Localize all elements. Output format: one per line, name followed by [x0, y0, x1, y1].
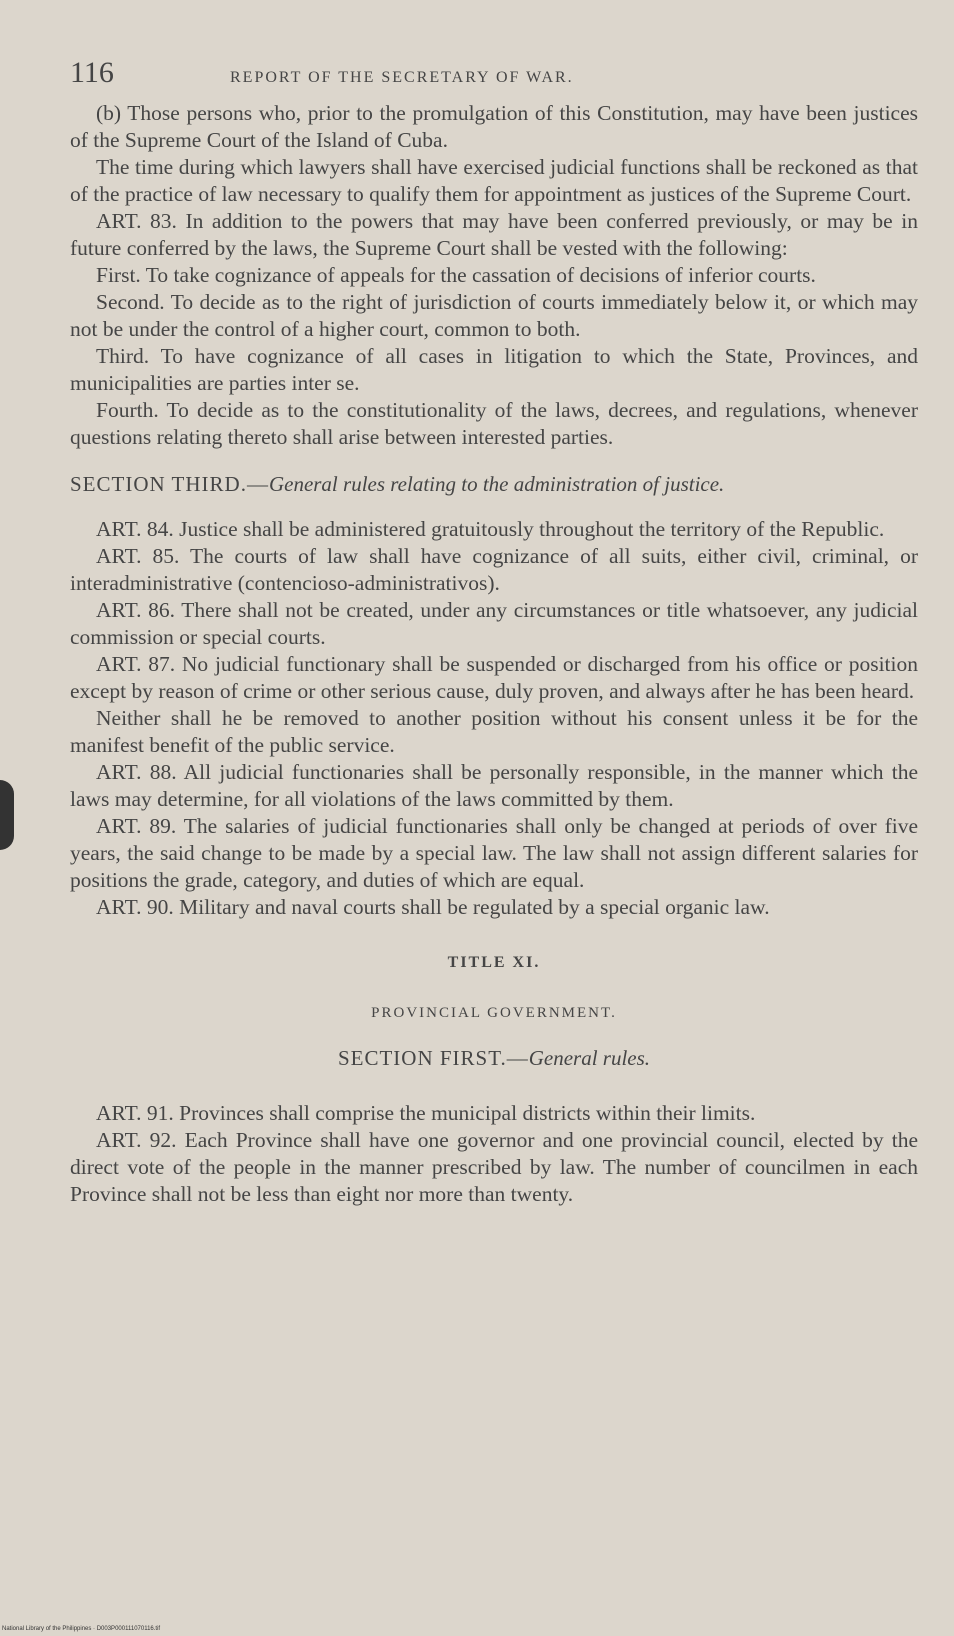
- provincial-government-heading: PROVINCIAL GOVERNMENT.: [371, 1005, 617, 1021]
- middle-paragraphs: [70, 516, 918, 921]
- paragraph: ART. 87. No judicial functionary shall be suspended or discharged from his office or position except by reason of crime or other serious cause, duly proven, and always after he has been heard.: [70, 652, 918, 703]
- paragraph: ART. 85. The courts of law shall have cognizance of all suits, either civil, criminal, or interadministrative (contencioso-administrativos).: [70, 544, 918, 595]
- running-head: REPORT OF THE SECRETARY OF WAR.: [230, 69, 574, 86]
- page-header: [70, 56, 918, 90]
- section-first-label: SECTION FIRST.—: [337, 1046, 529, 1070]
- paragraph: (b) Those persons who, prior to the promulgation of this Constitution, may have been justices of the Supreme Court of the Island of Cuba.: [70, 101, 918, 152]
- paragraph: ART. 89. The salaries of judicial functionaries shall only be changed at periods of over five years, the said change to be made by a special law. The law shall not assign different salaries for positions the grade, category, and duties of which are equal.: [70, 814, 918, 892]
- section-third-heading: [70, 471, 918, 498]
- archive-footer: National Library of the Philippines · D003P000111070116.tif: [2, 1626, 161, 1632]
- paragraph: ART. 84. Justice shall be administered gratuitously throughout the territory of the Republic.: [96, 517, 885, 541]
- top-paragraphs: [70, 100, 918, 451]
- paragraph: ART. 91. Provinces shall comprise the municipal districts within their limits.: [96, 1101, 756, 1125]
- paragraph: Neither shall he be removed to another position without his consent unless it be for the manifest benefit of the public service.: [70, 706, 918, 757]
- section-third-label: SECTION THIRD.—: [70, 472, 269, 496]
- paragraph: ART. 90. Military and naval courts shall be regulated by a special organic law.: [96, 895, 770, 919]
- paragraph: The time during which lawyers shall have exercised judicial functions shall be reckoned as that of the practice of law necessary to qualify them for appointment as justices of the Supreme Court.: [70, 155, 918, 206]
- paragraph: ART. 83. In addition to the powers that may have been conferred previously, or may be in future conferred by the laws, the Supreme Court shall be vested with the following:: [70, 209, 918, 260]
- paragraph: ART. 86. There shall not be created, under any circumstances or title whatsoever, any judicial commission or special courts.: [70, 598, 918, 649]
- paragraph: Third. To have cognizance of all cases in litigation to which the State, Provinces, and municipalities are parties inter se.: [70, 344, 918, 395]
- title-xi-heading: TITLE XI.: [447, 954, 541, 971]
- paragraph: ART. 88. All judicial functionaries shall be personally responsible, in the manner which the laws may determine, for all violations of the laws committed by them.: [70, 760, 918, 811]
- section-first-heading: [70, 1045, 918, 1072]
- paragraph: Fourth. To decide as to the constitutionality of the laws, decrees, and regulations, whenever questions relating thereto shall arise between interested parties.: [70, 398, 918, 449]
- page-text-block: [70, 56, 918, 1208]
- bottom-paragraphs: [70, 1100, 918, 1208]
- page-number: 116: [70, 56, 114, 89]
- paragraph: ART. 92. Each Province shall have one governor and one provincial council, elected by the direct vote of the people in the manner prescribed by law. The number of councilmen in each Province shall not be less than eight nor more than twenty.: [70, 1128, 918, 1206]
- binding-hole-mark: [0, 780, 14, 850]
- paragraph: Second. To decide as to the right of jurisdiction of courts immediately below it, or which may not be under the control of a higher court, common to both.: [70, 290, 918, 341]
- section-third-title: General rules relating to the administration of justice.: [268, 472, 725, 496]
- paragraph: First. To take cognizance of appeals for the cassation of decisions of inferior courts.: [96, 263, 816, 287]
- section-first-title: General rules.: [528, 1046, 651, 1070]
